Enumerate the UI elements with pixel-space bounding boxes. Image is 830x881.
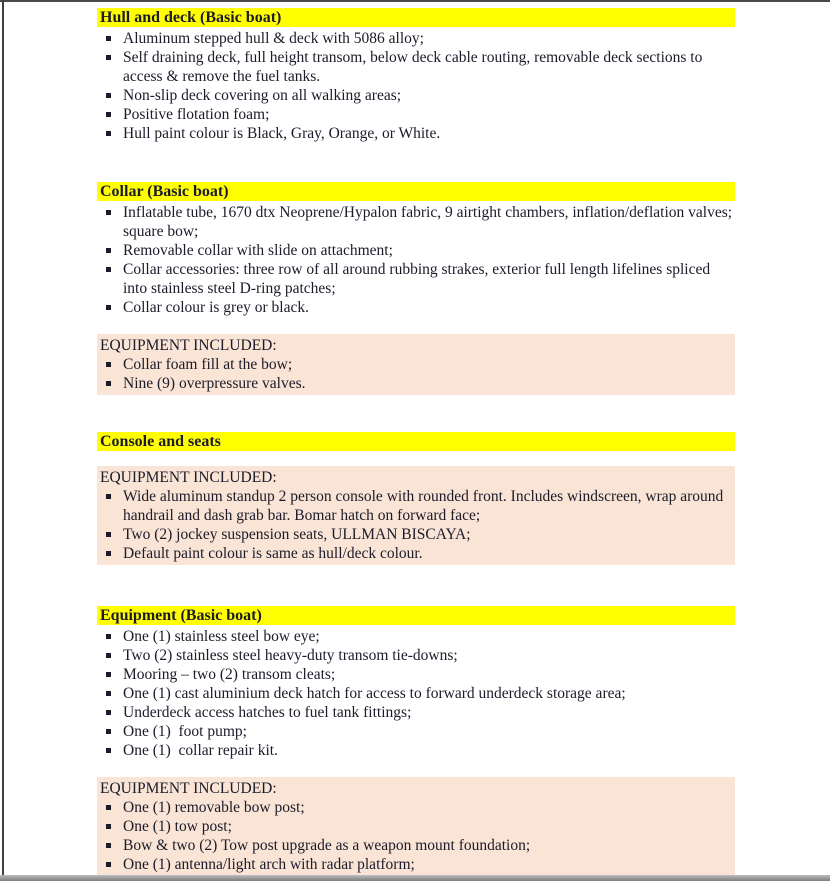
page-left-border (2, 0, 4, 881)
bullet-icon (106, 362, 111, 367)
bullet-list (97, 203, 735, 317)
list-item (97, 374, 732, 393)
bullet-icon (106, 551, 111, 556)
bullet-icon (106, 112, 111, 117)
equipment-included-box (97, 334, 735, 395)
bullet-icon (106, 93, 111, 98)
list-item-text: One (1) stainless steel bow eye; (123, 628, 320, 645)
bullet-icon (106, 532, 111, 537)
list-item (97, 260, 735, 298)
list-item (97, 798, 732, 817)
list-item (97, 487, 732, 525)
list-item (97, 525, 732, 544)
bullet-list (97, 627, 735, 760)
list-item-text: Non-slip deck covering on all walking areas; (123, 87, 402, 104)
bullet-list (97, 487, 732, 563)
section-heading: Console and seats (97, 432, 735, 451)
bullet-list (97, 798, 732, 874)
bullet-icon (106, 248, 111, 253)
list-item-text: Collar colour is grey or black. (123, 299, 309, 316)
list-item-text: Positive flotation foam; (123, 106, 270, 123)
document-content (97, 8, 735, 876)
list-item (97, 48, 735, 86)
equipment-included-title: EQUIPMENT INCLUDED: (100, 337, 277, 354)
list-item (97, 241, 735, 260)
bullet-icon (106, 634, 111, 639)
list-item (97, 836, 732, 855)
bullet-icon (106, 672, 111, 677)
list-item-text: One (1) tow post; (123, 818, 232, 835)
bullet-list (97, 355, 732, 393)
equipment-included-box (97, 466, 735, 565)
section-heading: Hull and deck (Basic boat) (97, 8, 735, 27)
list-item (97, 355, 732, 374)
list-item (97, 105, 735, 124)
page-top-border (0, 0, 830, 2)
page-bottom-border (0, 875, 830, 881)
section-collar (97, 182, 735, 395)
bullet-icon (106, 862, 111, 867)
list-item (97, 684, 735, 703)
list-item-text: Two (2) jockey suspension seats, ULLMAN BISCAYA; (123, 526, 471, 543)
list-item-text: Bow & two (2) Tow post upgrade as a weapon mount foundation; (123, 837, 531, 854)
section-heading: Equipment (Basic boat) (97, 606, 735, 625)
equipment-included-title: EQUIPMENT INCLUDED: (100, 469, 277, 486)
bullet-icon (106, 36, 111, 41)
bullet-icon (106, 805, 111, 810)
list-item (97, 86, 735, 105)
list-item-text: Hull paint colour is Black, Gray, Orange, or White. (123, 125, 441, 142)
section-equipment (97, 606, 735, 876)
bullet-list (97, 29, 735, 143)
list-item-text: Nine (9) overpressure valves. (123, 375, 306, 392)
section-hull-and-deck (97, 8, 735, 143)
list-item (97, 665, 735, 684)
bullet-icon (106, 824, 111, 829)
bullet-icon (106, 843, 111, 848)
list-item-text: One (1) foot pump; (123, 723, 247, 740)
equipment-included-box (97, 777, 735, 876)
list-item-text: One (1) removable bow post; (123, 799, 305, 816)
list-item (97, 741, 735, 760)
list-item-text: One (1) antenna/light arch with radar platform; (123, 856, 415, 873)
bullet-icon (106, 748, 111, 753)
list-item-text: Inflatable tube, 1670 dtx Neoprene/Hypalon fabric, 9 airtight chambers, inflation/deflation valves; square bow; (123, 204, 736, 240)
list-item-text: Collar accessories: three row of all around rubbing strakes, exterior full length lifelines spliced into stainless steel D-ring patches; (123, 261, 714, 297)
list-item-text: Wide aluminum standup 2 person console with rounded front. Includes windscreen, wrap around handrail and dash grab bar. Bomar hatch on forward face; (123, 488, 728, 524)
list-item (97, 703, 735, 722)
list-item-text: Self draining deck, full height transom, below deck cable routing, removable deck sections to access & remove the fuel tanks. (123, 49, 707, 85)
bullet-icon (106, 381, 111, 386)
bullet-icon (106, 653, 111, 658)
list-item-text: Underdeck access hatches to fuel tank fittings; (123, 704, 412, 721)
bullet-icon (106, 691, 111, 696)
equipment-included-title: EQUIPMENT INCLUDED: (100, 780, 277, 797)
list-item (97, 544, 732, 563)
list-item (97, 124, 735, 143)
bullet-icon (106, 729, 111, 734)
list-item-text: One (1) cast aluminium deck hatch for access to forward underdeck storage area; (123, 685, 626, 702)
list-item-text: Default paint colour is same as hull/deck colour. (123, 545, 423, 562)
list-item (97, 817, 732, 836)
bullet-icon (106, 210, 111, 215)
list-item (97, 646, 735, 665)
bullet-icon (106, 710, 111, 715)
bullet-icon (106, 131, 111, 136)
list-item-text: Collar foam fill at the bow; (123, 356, 293, 373)
list-item (97, 627, 735, 646)
list-item-text: One (1) collar repair kit. (123, 742, 278, 759)
list-item-text: Two (2) stainless steel heavy-duty transom tie-downs; (123, 647, 458, 664)
bullet-icon (106, 267, 111, 272)
section-console-and-seats (97, 432, 735, 565)
list-item (97, 203, 735, 241)
list-item (97, 29, 735, 48)
list-item (97, 722, 735, 741)
bullet-icon (106, 55, 111, 60)
section-heading: Collar (Basic boat) (97, 182, 735, 201)
list-item-text: Removable collar with slide on attachment; (123, 242, 393, 259)
bullet-icon (106, 494, 111, 499)
list-item-text: Aluminum stepped hull & deck with 5086 alloy; (123, 30, 424, 47)
list-item (97, 298, 735, 317)
list-item (97, 855, 732, 874)
bullet-icon (106, 305, 111, 310)
list-item-text: Mooring – two (2) transom cleats; (123, 666, 336, 683)
